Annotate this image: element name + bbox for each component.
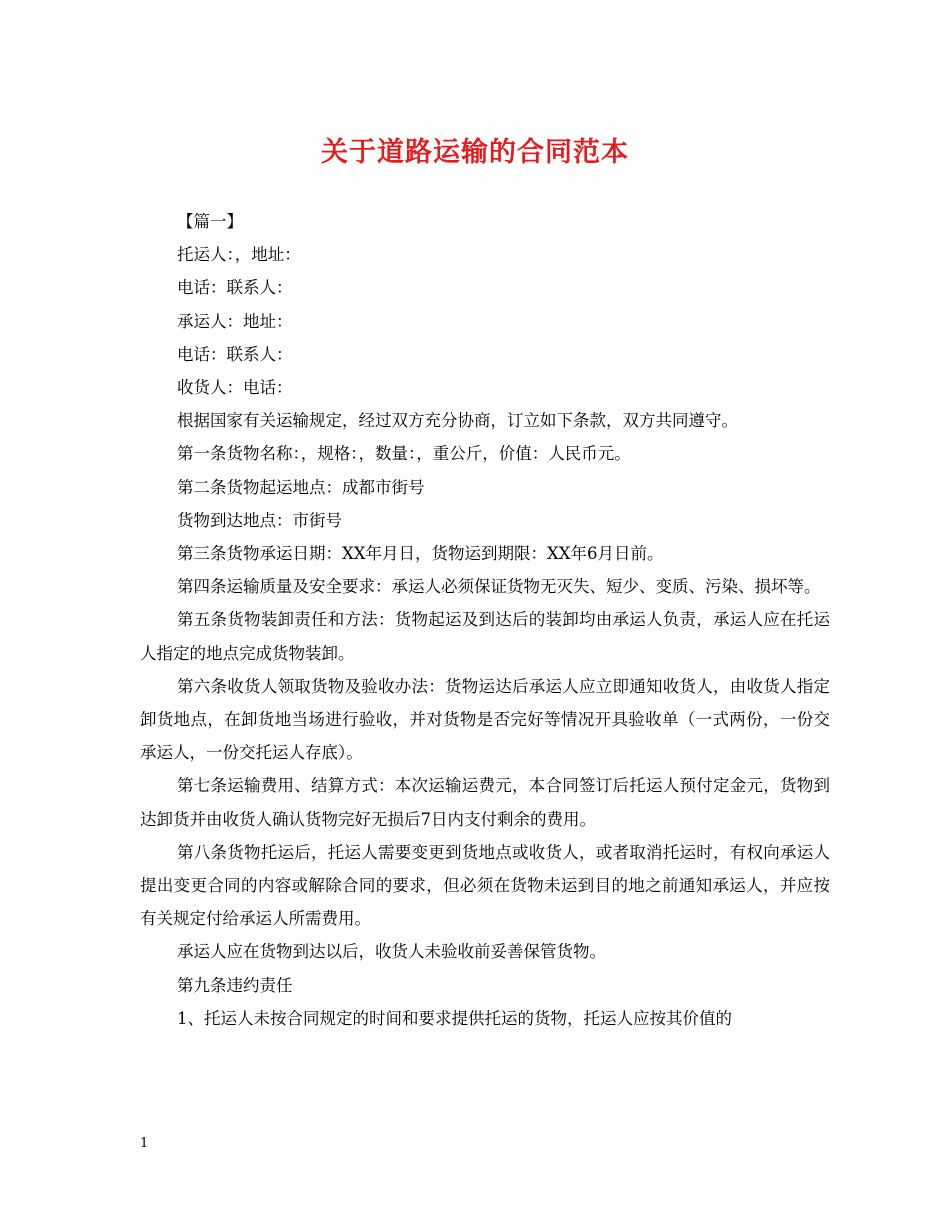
article-9: 第九条违约责任: [177, 975, 293, 995]
page-number: 1: [140, 1136, 149, 1151]
article-6: 第六条收货人领取货物及验收办法：货物运达后承运人应立即通知收货人，由收货人指定卸货地点，在卸货地当场进行验收，并对货物是否完好等情况开具验收单（一式两份，一份交承运人，一份交托运人存底）。: [140, 676, 830, 763]
article-4: 第四条运输质量及安全要求：承运人必须保证货物无灭失、短少、变质、污染、损坏等。: [177, 577, 821, 597]
article-1: 第一条货物名称：，规格：，数量：，重公斤，价值：人民币元。: [177, 444, 631, 464]
carrier-line: 承运人：地址：: [177, 311, 293, 331]
article-9-clause-1: 1、托运人未按合同规定的时间和要求提供托运的货物，托运人应按其价值的: [177, 1008, 732, 1028]
carrier-phone-line: 电话：联系人：: [177, 344, 293, 364]
article-8: 第八条货物托运后，托运人需要变更到货地点或收货人，或者取消托运时，有权向承运人提出变更合同的内容或解除合同的要求，但必须在货物未运到目的地之前通知承运人，并应按有关规定付给承运人所需费用。: [140, 842, 830, 929]
article-7: 第七条运输费用、结算方式：本次运输运费元，本合同签订后托运人预付定金元，货物到达卸货并由收货人确认货物完好无损后7日内支付剩余的费用。: [140, 776, 830, 829]
article-2-destination: 货物到达地点：市街号: [177, 510, 342, 530]
preamble-paragraph: 根据国家有关运输规定，经过双方充分协商，订立如下条款，双方共同遵守。: [177, 411, 738, 431]
shipper-phone-line: 电话：联系人：: [177, 278, 293, 298]
document-title: 关于道路运输的合同范本: [321, 137, 629, 168]
shipper-line: 托运人：，地址：: [177, 245, 301, 265]
article-3: 第三条货物承运日期：XX年月日，货物运到期限：XX年6月日前。: [177, 544, 664, 564]
consignee-line: 收货人：电话：: [177, 378, 293, 398]
article-5: 第五条货物装卸责任和方法：货物起运及到达后的装卸均由承运人负责，承运人应在托运人指定的地点完成货物装卸。: [140, 610, 830, 663]
article-8-custody: 承运人应在货物到达以后，收货人未验收前妥善保管货物。: [177, 942, 606, 962]
section-heading: 【篇一】: [177, 212, 243, 231]
article-2: 第二条货物起运地点：成都市街号: [177, 477, 425, 497]
document-body: [140, 205, 830, 1035]
